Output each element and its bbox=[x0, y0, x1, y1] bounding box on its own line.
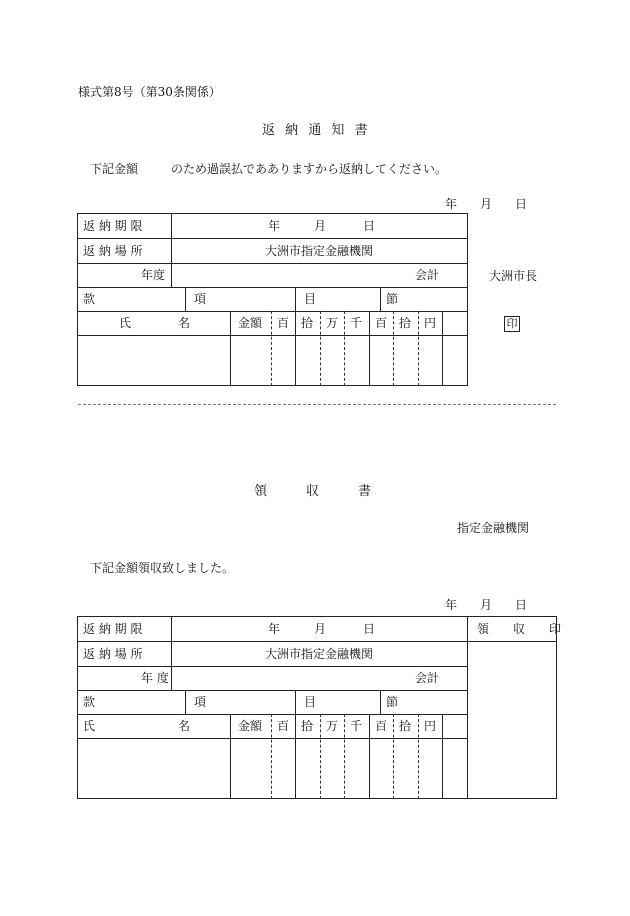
r-seal-label: 領 収 印 bbox=[477, 622, 562, 636]
r-moku-label: 目 bbox=[304, 695, 317, 709]
place-label: 返 納 場 所 bbox=[83, 244, 143, 258]
amount-label: 金額 bbox=[238, 316, 263, 330]
seal-mark: 印 bbox=[504, 316, 520, 332]
r-name-label-1: 氏 bbox=[83, 719, 96, 733]
receipt-body: 下記金額領収致しました。 bbox=[90, 561, 235, 575]
r-kou-label: 項 bbox=[194, 695, 207, 709]
digit-juu2: 拾 bbox=[399, 316, 412, 330]
notice-date-month: 月 bbox=[480, 197, 493, 211]
moku-label: 目 bbox=[304, 292, 317, 306]
name-label-1: 氏 bbox=[119, 316, 132, 330]
deadline-month: 月 bbox=[314, 219, 327, 233]
name-label-2: 名 bbox=[178, 316, 191, 330]
digit-sen: 千 bbox=[350, 316, 363, 330]
digit-hyaku2: 百 bbox=[375, 316, 388, 330]
notice-title: 返 納 通 知 書 bbox=[262, 123, 371, 138]
kou-label: 項 bbox=[194, 292, 207, 306]
notice-table bbox=[77, 213, 468, 386]
notice-body-prefix: 下記金額 bbox=[90, 162, 139, 176]
r-setsu-label: 節 bbox=[386, 695, 399, 709]
receipt-date-year: 年 bbox=[445, 598, 458, 612]
receipt-date-day: 日 bbox=[515, 598, 528, 612]
r-kan-label: 款 bbox=[83, 695, 96, 709]
setsu-label: 節 bbox=[386, 292, 399, 306]
r-place-label: 返 納 場 所 bbox=[83, 647, 143, 661]
r-amount-label: 金額 bbox=[238, 719, 263, 733]
digit-hyaku: 百 bbox=[277, 316, 290, 330]
digit-yen: 円 bbox=[424, 316, 437, 330]
r-place-value: 大洲市指定金融機関 bbox=[265, 647, 374, 661]
r-digit-hyaku2: 百 bbox=[375, 719, 388, 733]
r-fiscal-year-label: 年 度 bbox=[141, 671, 169, 685]
form-number: 様式第8号（第30条関係） bbox=[78, 85, 221, 99]
cut-line bbox=[78, 404, 556, 405]
deadline-label: 返 納 期 限 bbox=[83, 219, 143, 233]
r-deadline-year: 年 bbox=[268, 622, 281, 636]
r-deadline-month: 月 bbox=[314, 622, 327, 636]
receipt-institution: 指定金融機関 bbox=[457, 521, 530, 535]
r-name-label-2: 名 bbox=[178, 719, 191, 733]
r-digit-yen: 円 bbox=[424, 719, 437, 733]
place-value: 大洲市指定金融機関 bbox=[265, 244, 374, 258]
r-digit-man: 万 bbox=[326, 719, 339, 733]
account-label: 会計 bbox=[415, 268, 440, 282]
receipt-date-month: 月 bbox=[480, 598, 493, 612]
r-account-label: 会計 bbox=[415, 671, 440, 685]
r-digit-juu: 拾 bbox=[301, 719, 314, 733]
r-deadline-label: 返 納 期 限 bbox=[83, 622, 143, 636]
notice-date-day: 日 bbox=[515, 197, 528, 211]
digit-man: 万 bbox=[326, 316, 339, 330]
deadline-year: 年 bbox=[268, 219, 281, 233]
receipt-table bbox=[77, 616, 562, 799]
r-digit-sen: 千 bbox=[350, 719, 363, 733]
notice-date-year: 年 bbox=[445, 197, 458, 211]
issuer: 大洲市長 bbox=[489, 269, 538, 283]
receipt-title: 領 収 書 bbox=[254, 484, 372, 499]
kan-label: 款 bbox=[83, 292, 96, 306]
r-deadline-day: 日 bbox=[363, 622, 376, 636]
deadline-day: 日 bbox=[363, 219, 376, 233]
r-digit-juu2: 拾 bbox=[399, 719, 412, 733]
fiscal-year-label: 年度 bbox=[141, 268, 166, 282]
notice-body-suffix: のため過誤払であありますから返納してください。 bbox=[171, 162, 448, 176]
r-digit-hyaku: 百 bbox=[277, 719, 290, 733]
digit-juu: 拾 bbox=[301, 316, 314, 330]
